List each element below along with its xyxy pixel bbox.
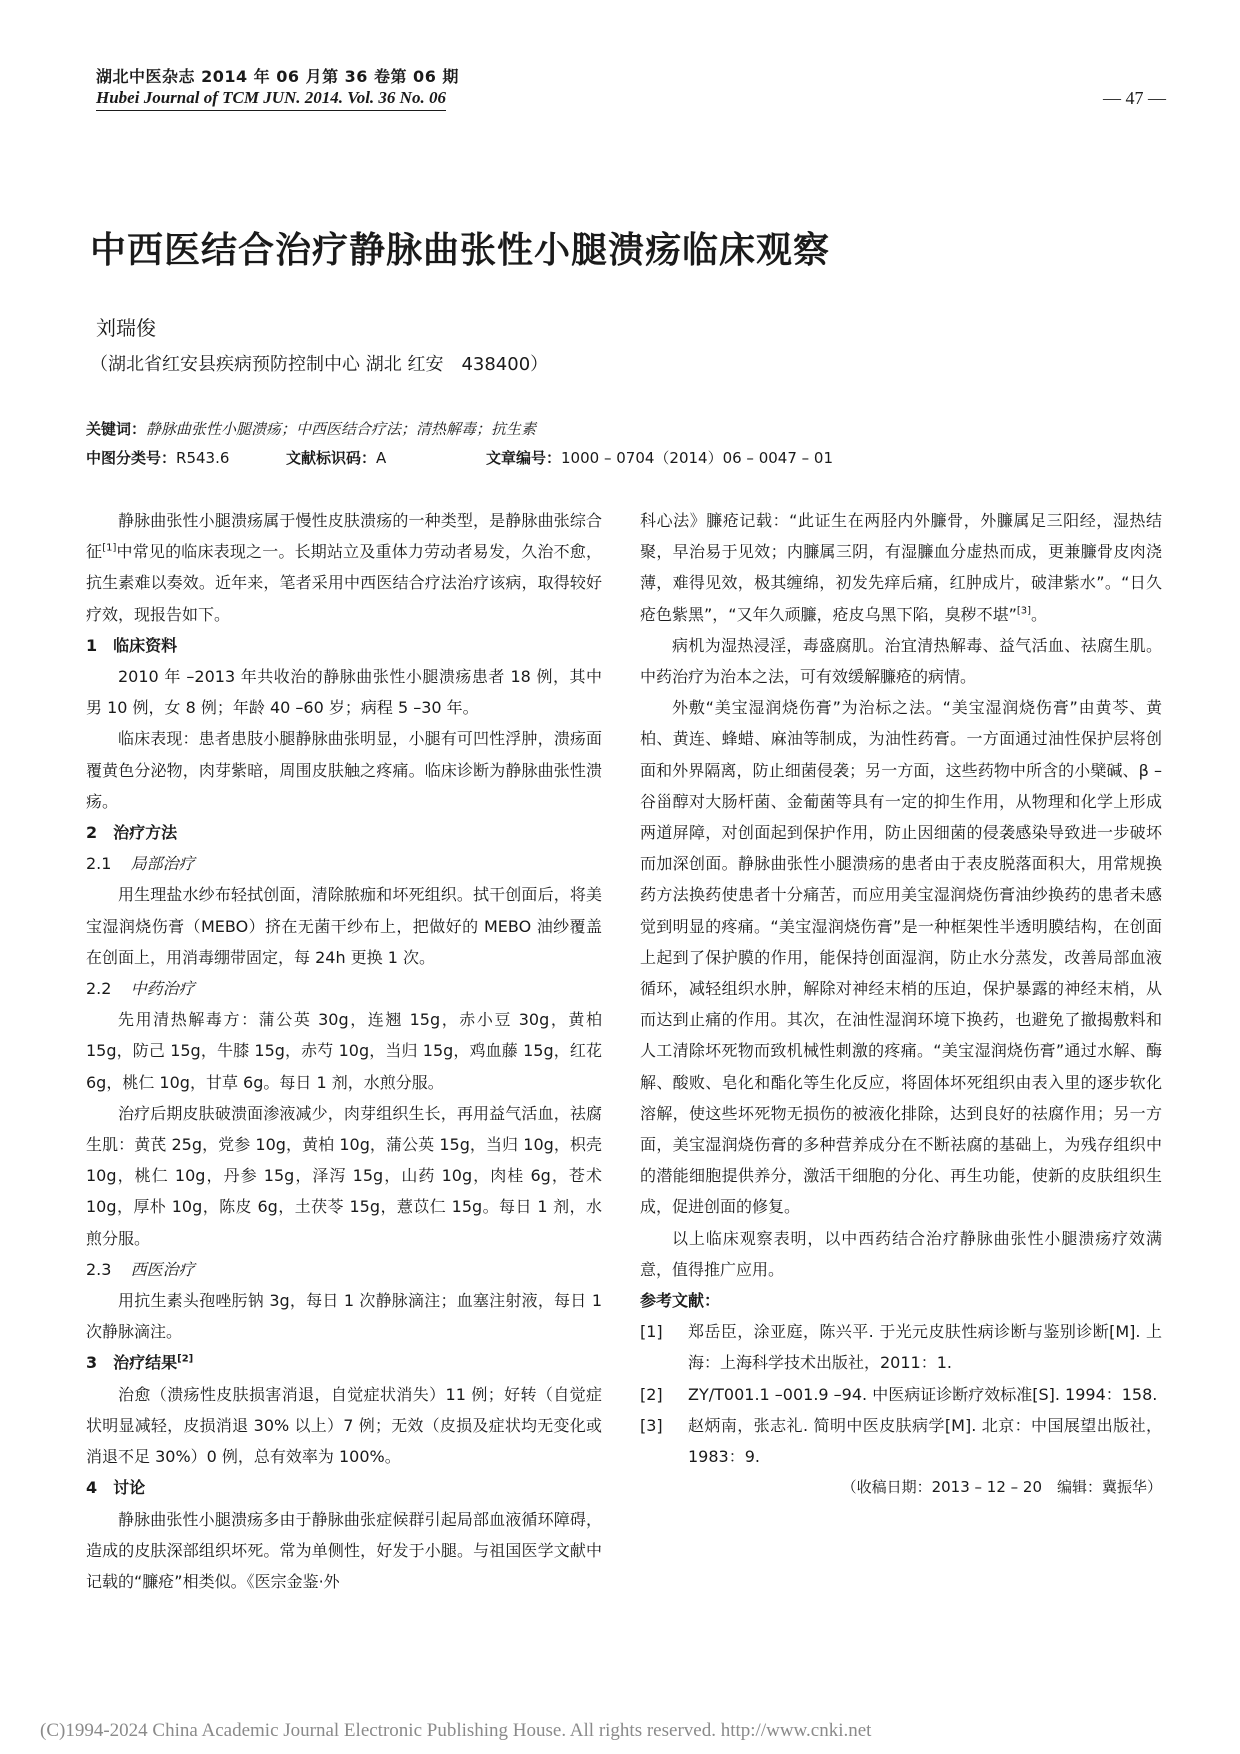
section-1-paragraph-1: 2010 年 –2013 年共收治的静脉曲张性小腿溃疡患者 18 例，其中男 10 例，女 8 例；年龄 40 –60 岁；病程 5 –30 年。 <box>86 667 602 718</box>
section-2-1-paragraph: 用生理盐水纱布轻拭创面，清除脓痂和坏死组织。拭干创面后，将美宝湿润烧伤膏（MEBO）挤在无菌干纱布上，把做好的 MEBO 油纱覆盖在创面上，用消毒绷带固定，每 24h 更换 1 次。 <box>86 885 602 967</box>
section-2-heading: 2 治疗方法 <box>86 823 178 843</box>
reference-text: ZY/T001.1 –001.9 –94. 中医病证诊断疗效标准[S]. 1994：158. <box>688 1384 1158 1404</box>
clc-value: R543.6 <box>176 449 230 467</box>
section-2-1-heading <box>86 848 602 879</box>
section-3-paragraph: 治愈（溃疡性皮肤损害消退，自觉症状消失）11 例；好转（自觉症状明显减轻，皮损消退 30% 以上）7 例；无效（皮损及症状均无变化或消退不足 30%）0 例，总有效率为 100%。 <box>86 1384 602 1467</box>
intro-text-a: 静脉曲张性小腿溃疡属于慢性皮肤溃疡的一种类型，是静脉曲张综合征 <box>86 511 602 562</box>
section-3-heading <box>86 1347 602 1378</box>
section-2-3-number: 2.3 <box>86 1259 112 1279</box>
reference-item <box>640 1316 1162 1378</box>
article-no-value: 1000 – 0704（2014）06 – 0047 – 01 <box>561 449 833 467</box>
section-4-paragraph: 静脉曲张性小腿溃疡多由于静脉曲张症候群引起局部血液循环障碍，造成的皮肤深部组织坏死。常为单侧性，好发于小腿。与祖国医学文献中记载的“臁疮”相类似。《医宗金鉴·外 <box>86 1509 602 1591</box>
doc-code-item <box>286 447 486 468</box>
discussion-continued <box>640 505 1162 630</box>
pathogenesis-paragraph: 病机为湿热浸淫，毒盛腐肌。治宜清热解毒、益气活血、祛腐生肌。中药治疗为治本之法，可有效缓解臁疮的病情。 <box>640 635 1162 687</box>
journal-name-cn: 湖北中医杂志 2014 年 06 月第 36 卷第 06 期 <box>96 67 459 86</box>
section-1-paragraph-2: 临床表现：患者患肢小腿静脉曲张明显，小腿有可凹性浮肿，溃疡面覆黄色分泌物，肉芽紫暗，周围皮肤触之疼痛。临床诊断为静脉曲张性溃疡。 <box>86 729 602 811</box>
reference-item <box>640 1379 1162 1410</box>
section-4-heading: 4 讨论 <box>86 1478 146 1498</box>
section-1-heading: 1 临床资料 <box>86 635 178 655</box>
section-2-2-heading <box>86 973 602 1004</box>
conclusion-paragraph: 以上临床观察表明，以中西药结合治疗静脉曲张性小腿溃疡疗效满意，值得推广应用。 <box>640 1228 1162 1279</box>
clc-item <box>86 447 286 468</box>
mebo-paragraph: 外敷“美宝湿润烧伤膏”为治标之法。“美宝湿润烧伤膏”由黄芩、黄柏、黄连、蜂蜡、麻油等制成，为油性药膏。一方面通过油性保护层将创面和外界隔离，防止细菌侵袭；另一方面，这些药物中所含的小檗碱、β – 谷甾醇对大肠杆菌、金葡菌等具有一定的抑生作用，从物理和化学上形成两道屏障，对创面起到保护作用，防止因细菌的侵袭感染导致进一步破坏而加深创面。静脉曲张性小腿溃疡的患者由于表皮脱落面积大，用常规换药方法换药使患者十分痛苦，而应用美宝湿润烧伤膏油纱换药的患者未感觉到明显的疼痛。“美宝湿润烧伤膏”是一种框架性半透明膜结构，在创面上起到了保护膜的作用，能保持创面湿润，防止水分蒸发，改善局部血液循环，减轻组织水肿，解除对神经末梢的压迫，保护暴露的神经末梢，从而达到止痛的作用。其次，在油性湿润环境下换药，也避免了撤揭敷料和人工清除坏死物而致机械性刺激的疼痛。“美宝湿润烧伤膏”通过水解、酶解、酸败、皂化和酯化等生化反应，将固体坏死组织由表入里的逐步软化溶解，使这些坏死物无损伤的被液化排除，达到良好的祛腐作用；另一方面，美宝湿润烧伤膏的多种营养成分在不断祛腐的基础上，为残存组织中的潜能细胞提供养分，激活干细胞的分化、再生功能，使新的皮肤组织生成，促进创面的修复。 <box>640 698 1162 1217</box>
section-2-3-title: 西医治疗 <box>130 1259 195 1279</box>
article-no-item <box>486 447 833 468</box>
author: 刘瑞俊 <box>96 316 156 340</box>
section-2-3-heading <box>86 1254 602 1285</box>
doc-code-label: 文献标识码： <box>286 449 377 467</box>
keywords-line <box>86 418 536 439</box>
clc-label: 中图分类号： <box>86 449 177 467</box>
reference-number: [3] <box>640 1415 663 1435</box>
received-date: （收稿日期：2013 – 12 – 20 编辑：冀振华） <box>841 1478 1162 1497</box>
page-number: — 47 — <box>1103 88 1166 108</box>
citation-3: [3] <box>1016 605 1032 617</box>
section-2-2-paragraph-1: 先用清热解毒方：蒲公英 30g，连翘 15g，赤小豆 30g，黄柏 15g，防己 15g，牛膝 15g，赤芍 10g，当归 15g，鸡血藤 15g，红花 6g，桃仁 10g，甘草 6g。每日 1 剂，水煎分服。 <box>86 1010 602 1092</box>
discussion-text: 科心法》臁疮记载：“此证生在两胫内外臁骨，外臁属足三阳经，湿热结聚，早治易于见效；内臁属三阴，有湿臁血分虚热而成，更兼臁骨皮肉浇薄，难得见效，极其缠绵，初发先痒后痛，红肿成片，破津紫水”。“日久疮色紫黑”，“又年久顽臁，疮皮乌黑下陷，臭秽不堪” <box>640 511 1162 624</box>
keywords-label: 关键词： <box>86 420 147 438</box>
copyright-footer: (C)1994-2024 China Academic Journal Electronic Publishing House. All rights reserved. http://www.cnki.net <box>40 1720 872 1741</box>
article-no-label: 文章编号： <box>486 449 562 467</box>
journal-name-en: Hubei Journal of TCM JUN. 2014. Vol. 36 No. 06 <box>96 88 446 111</box>
reference-text: 赵炳南，张志礼. 简明中医皮肤病学[M]. 北京：中国展望出版社，1983：9. <box>688 1415 1162 1467</box>
right-column <box>640 505 1162 1504</box>
reference-number: [1] <box>640 1322 663 1342</box>
section-2-3-paragraph: 用抗生素头孢唑肟钠 3g，每日 1 次静脉滴注；血塞注射液，每日 1 次静脉滴注。 <box>86 1291 602 1342</box>
section-2-2-number: 2.2 <box>86 979 112 999</box>
left-column <box>86 505 602 1597</box>
keywords: 静脉曲张性小腿溃疡；中西医结合疗法；清热解毒；抗生素 <box>146 420 537 438</box>
doc-code-value: A <box>376 449 387 467</box>
references-heading: 参考文献： <box>640 1291 721 1311</box>
classification-line <box>86 447 1126 468</box>
reference-text: 郑岳臣，涂亚庭，陈兴平. 于光元皮肤性病诊断与鉴别诊断[M]. 上海：上海科学技术出版社，2011：1. <box>688 1322 1162 1373</box>
article-title: 中西医结合治疗静脉曲张性小腿溃疡临床观察 <box>90 230 831 271</box>
section-2-2-title: 中药治疗 <box>130 979 195 999</box>
running-header <box>96 60 1166 120</box>
discussion-end: 。 <box>1031 604 1048 624</box>
citation-1: [1] <box>102 542 117 554</box>
intro-paragraph <box>86 505 602 630</box>
citation-2: [2] <box>177 1354 194 1366</box>
section-3-title: 3 治疗结果 <box>86 1353 178 1373</box>
section-2-1-title: 局部治疗 <box>130 854 195 874</box>
section-2-2-paragraph-2: 治疗后期皮肤破溃面渗液减少，肉芽组织生长，再用益气活血，祛腐生肌：黄芪 25g，党参 10g，黄柏 10g，蒲公英 15g，当归 10g，枳壳 10g，桃仁 10g，丹参 15g，泽泻 15g，山药 10g，肉桂 6g，苍术 10g，厚朴 10g，陈皮 6g，土茯苓 15g，薏苡仁 15g。每日 1 剂，水煎分服。 <box>86 1103 602 1248</box>
section-2-1-number: 2.1 <box>86 854 112 874</box>
reference-item <box>640 1410 1162 1472</box>
affiliation: （湖北省红安县疾病预防控制中心 湖北 红安 438400） <box>90 354 549 375</box>
reference-number: [2] <box>640 1384 663 1404</box>
intro-text-b: 中常见的临床表现之一。长期站立及重体力劳动者易发，久治不愈，抗生素难以奏效。近年来，笔者采用中西医结合疗法治疗该病，取得较好疗效，现报告如下。 <box>86 542 602 624</box>
